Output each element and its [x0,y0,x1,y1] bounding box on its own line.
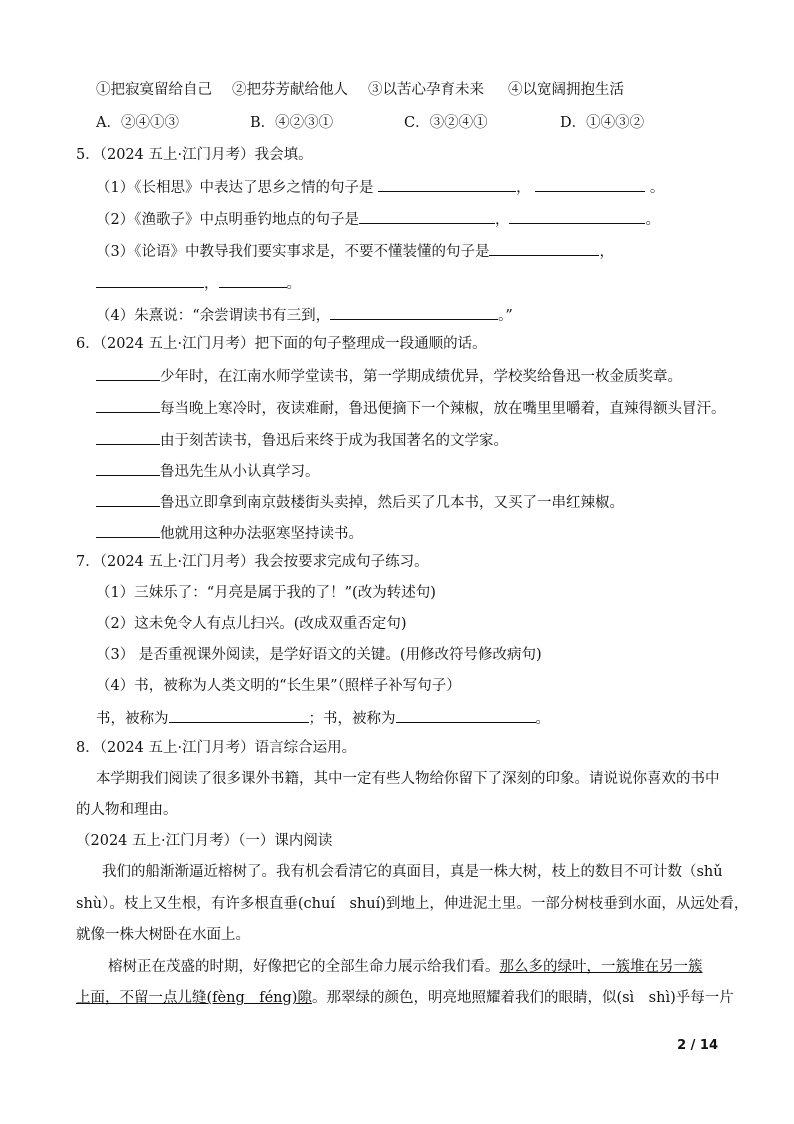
q5-line-1: （1）《长相思》中表达了思乡之情的句子是 ， 。 [96,176,664,198]
q7-line-4: （4）书，被称为人类文明的“长生果”（照样子补写句子） [96,678,461,694]
q6-blank-5[interactable] [96,491,160,507]
q4-item-2: ②把芬芳献给他人 [232,82,348,98]
q4-choice-b: B．④②③① [250,115,334,131]
q6-heading: 6．（2024 五上·江门月考）把下面的句子整理成一段通顺的话。 [76,336,487,352]
q7-line-5: 书，被称为 ；书，被称为 。 [96,707,550,729]
q4-item-1: ①把寂寞留给自己 [96,82,212,98]
q5-blank-3a[interactable] [489,240,599,256]
q4-choices [96,113,644,133]
q7-blank-1[interactable] [169,707,309,723]
reading-underlined-1: 那么多的绿叶，一簇堆在另一簇 [499,959,703,975]
q6-sentence-2: 每当晚上寒冷时，夜读难耐，鲁迅便摘下一个辣椒，放在嘴里里嚼着，直辣得额头冒汗。 [96,397,726,419]
q6-sentence-4: 鲁迅先生从小认真学习。 [96,460,320,482]
q6-sentence-1: 少年时，在江南水师学堂读书，第一学期成绩优异，学校奖给鲁迅一枚金质奖章。 [96,365,682,387]
q7-line-1: （1）三妹乐了：“月亮是属于我的了！”(改为转述句) [96,585,436,601]
q5-line-4: （4）朱熹说：“余尝谓读书有三到， 。” [96,304,513,326]
reading-p2-line-1: 榕树正在茂盛的时期，好像把它的全部生命力展示给我们看。那么多的绿叶，一簇堆在另一簇 [108,959,703,975]
q6-blank-4[interactable] [96,460,160,476]
q5-blank-2b[interactable] [509,208,645,224]
q5-heading: 5．（2024 五上·江门月考）我会填。 [76,147,313,163]
q6-sentence-6: 他就用这种办法驱寒坚持读书。 [96,522,363,544]
q5-blank-1b[interactable] [535,176,645,192]
page-number: 2 / 14 [677,1038,718,1053]
q8-para-2: 的人物和理由。 [76,802,178,818]
q4-choice-a: A．②④①③ [96,115,179,131]
reading-underlined-2: 上面，不留一点儿缝(fèng féng)隙 [76,990,312,1006]
reading-p1-line-1: 我们的船渐渐逼近榕树了。我有机会看清它的真面目，真是一株大树，枝上的数目不可计数（shǔ [102,864,723,880]
q4-choice-d: D．①④③② [560,115,645,131]
q5-blank-3b[interactable] [96,272,204,288]
q7-heading: 7．（2024 五上·江门月考）我会按要求完成句子练习。 [76,554,429,570]
q5-blank-2a[interactable] [359,208,495,224]
q4-items [96,80,624,100]
reading-heading: （2024 五上·江门月考）（一）课内阅读 [76,833,333,849]
q5-blank-4[interactable] [330,304,498,320]
q6-blank-2[interactable] [96,397,160,413]
q8-heading: 8．（2024 五上·江门月考）语言综合运用。 [76,740,357,756]
reading-p2-line-2: 上面，不留一点儿缝(fèng féng)隙。那翠绿的颜色，明亮地照耀着我们的眼睛，似(sì shì)乎每一片 [76,990,734,1006]
q4-item-3: ③以苦心孕育未来 [368,82,484,98]
q6-blank-1[interactable] [96,365,160,381]
q6-blank-6[interactable] [96,522,160,538]
q4-item-4: ④以宽阔拥抱生活 [508,82,624,98]
q6-sentence-3: 由于刻苦读书，鲁迅后来终于成为我国著名的文学家。 [96,429,508,451]
q5-blank-3c[interactable] [219,272,287,288]
q5-line-2: （2）《渔歌子》中点明垂钓地点的句子是 ， 。 [96,208,660,230]
q5-line-3-cont: ， 。 [96,272,301,294]
q7-line-3: （3） 是否重视课外阅读，是学好语文的关键。(用修改符号修改病句) [96,647,542,663]
reading-p1-line-2: shù）。枝上又生根，有许多根直垂(chuí shuí)到地上，伸进泥土里。一部分树枝垂到水面，从远处看， [76,896,749,912]
q7-line-2: （2）这未免令人有点儿扫兴。(改成双重否定句) [96,616,407,632]
q7-blank-2[interactable] [396,707,536,723]
q4-choice-c: C．③②④① [404,115,488,131]
q5-line-3: （3）《论语》中教导我们要实事求是，不要不懂装懂的句子是 ， [96,240,614,262]
q8-para-1: 本学期我们阅读了很多课外书籍，其中一定有些人物给你留下了深刻的印象。请说说你喜欢的书中 [96,771,720,787]
reading-p1-line-3: 就像一株大树卧在水面上。 [76,927,250,943]
q6-blank-3[interactable] [96,429,160,445]
q6-sentence-5: 鲁迅立即拿到南京鼓楼街头卖掉，然后买了几本书，又买了一串红辣椒。 [96,491,624,513]
q5-blank-1a[interactable] [378,176,516,192]
